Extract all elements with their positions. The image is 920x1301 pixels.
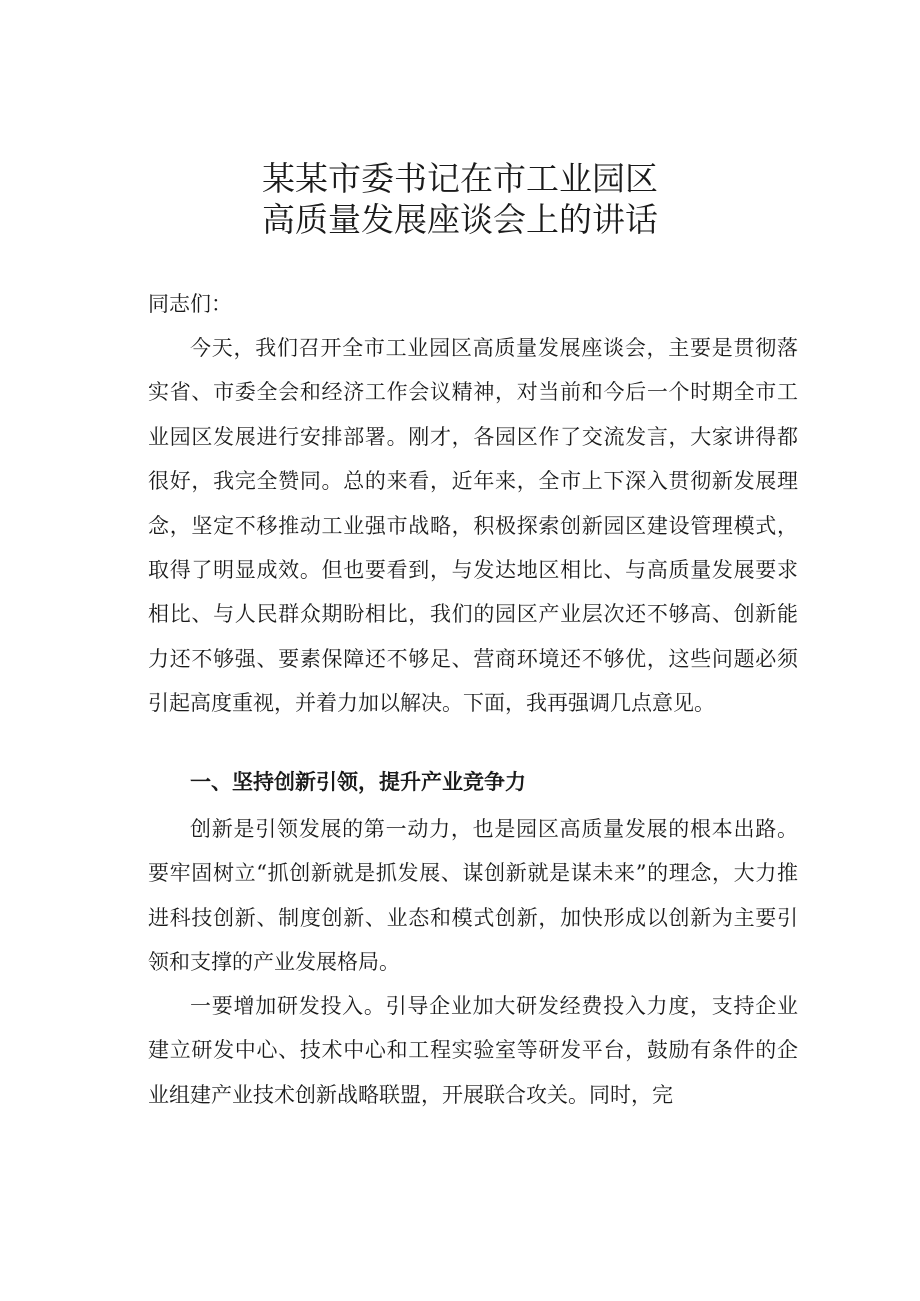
- section-1-intro-paragraph: 创新是引领发展的第一动力，也是园区高质量发展的根本出路。要牢固树立“抓创新就是抓发展、谋创新就是谋未来”的理念，大力推进科技创新、制度创新、业态和模式创新，加快形成以创新为主要引领和支撑的产业发展格局。: [148, 817, 798, 975]
- opening-paragraph: 今天，我们召开全市工业园区高质量发展座谈会，主要是贯彻落实省、市委全会和经济工作会议精神，对当前和今后一个时期全市工业园区发展进行安排部署。刚才，各园区作了交流发言，大家讲得都很好，我完全赞同。总的来看，近年来，全市上下深入贯彻新发展理念，坚定不移推动工业强市战略，积极探索创新园区建设管理模式，取得了明显成效。但也要看到，与发达地区相比、与高质量发展要求相比、与人民群众期盼相比，我们的园区产业层次还不够高、创新能力还不够强、要素保障还不够足、营商环境还不够优，这些问题必须引起高度重视，并着力加以解决。下面，我再强调几点意见。: [148, 336, 798, 716]
- document-title-line-1: 某某市委书记在市工业园区: [262, 159, 658, 198]
- section-1-heading: 一、坚持创新引领，提升产业竞争力: [190, 770, 526, 794]
- document-title-line-2: 高质量发展座谈会上的讲话: [262, 200, 658, 239]
- section-1-point-1-paragraph: 一要增加研发投入。引导企业加大研发经费投入力度，支持企业建立研发中心、技术中心和工程实验室等研发平台，鼓励有条件的企业组建产业技术创新战略联盟，开展联合攻关。同时，完: [148, 994, 798, 1107]
- salutation: 同志们：: [148, 292, 232, 316]
